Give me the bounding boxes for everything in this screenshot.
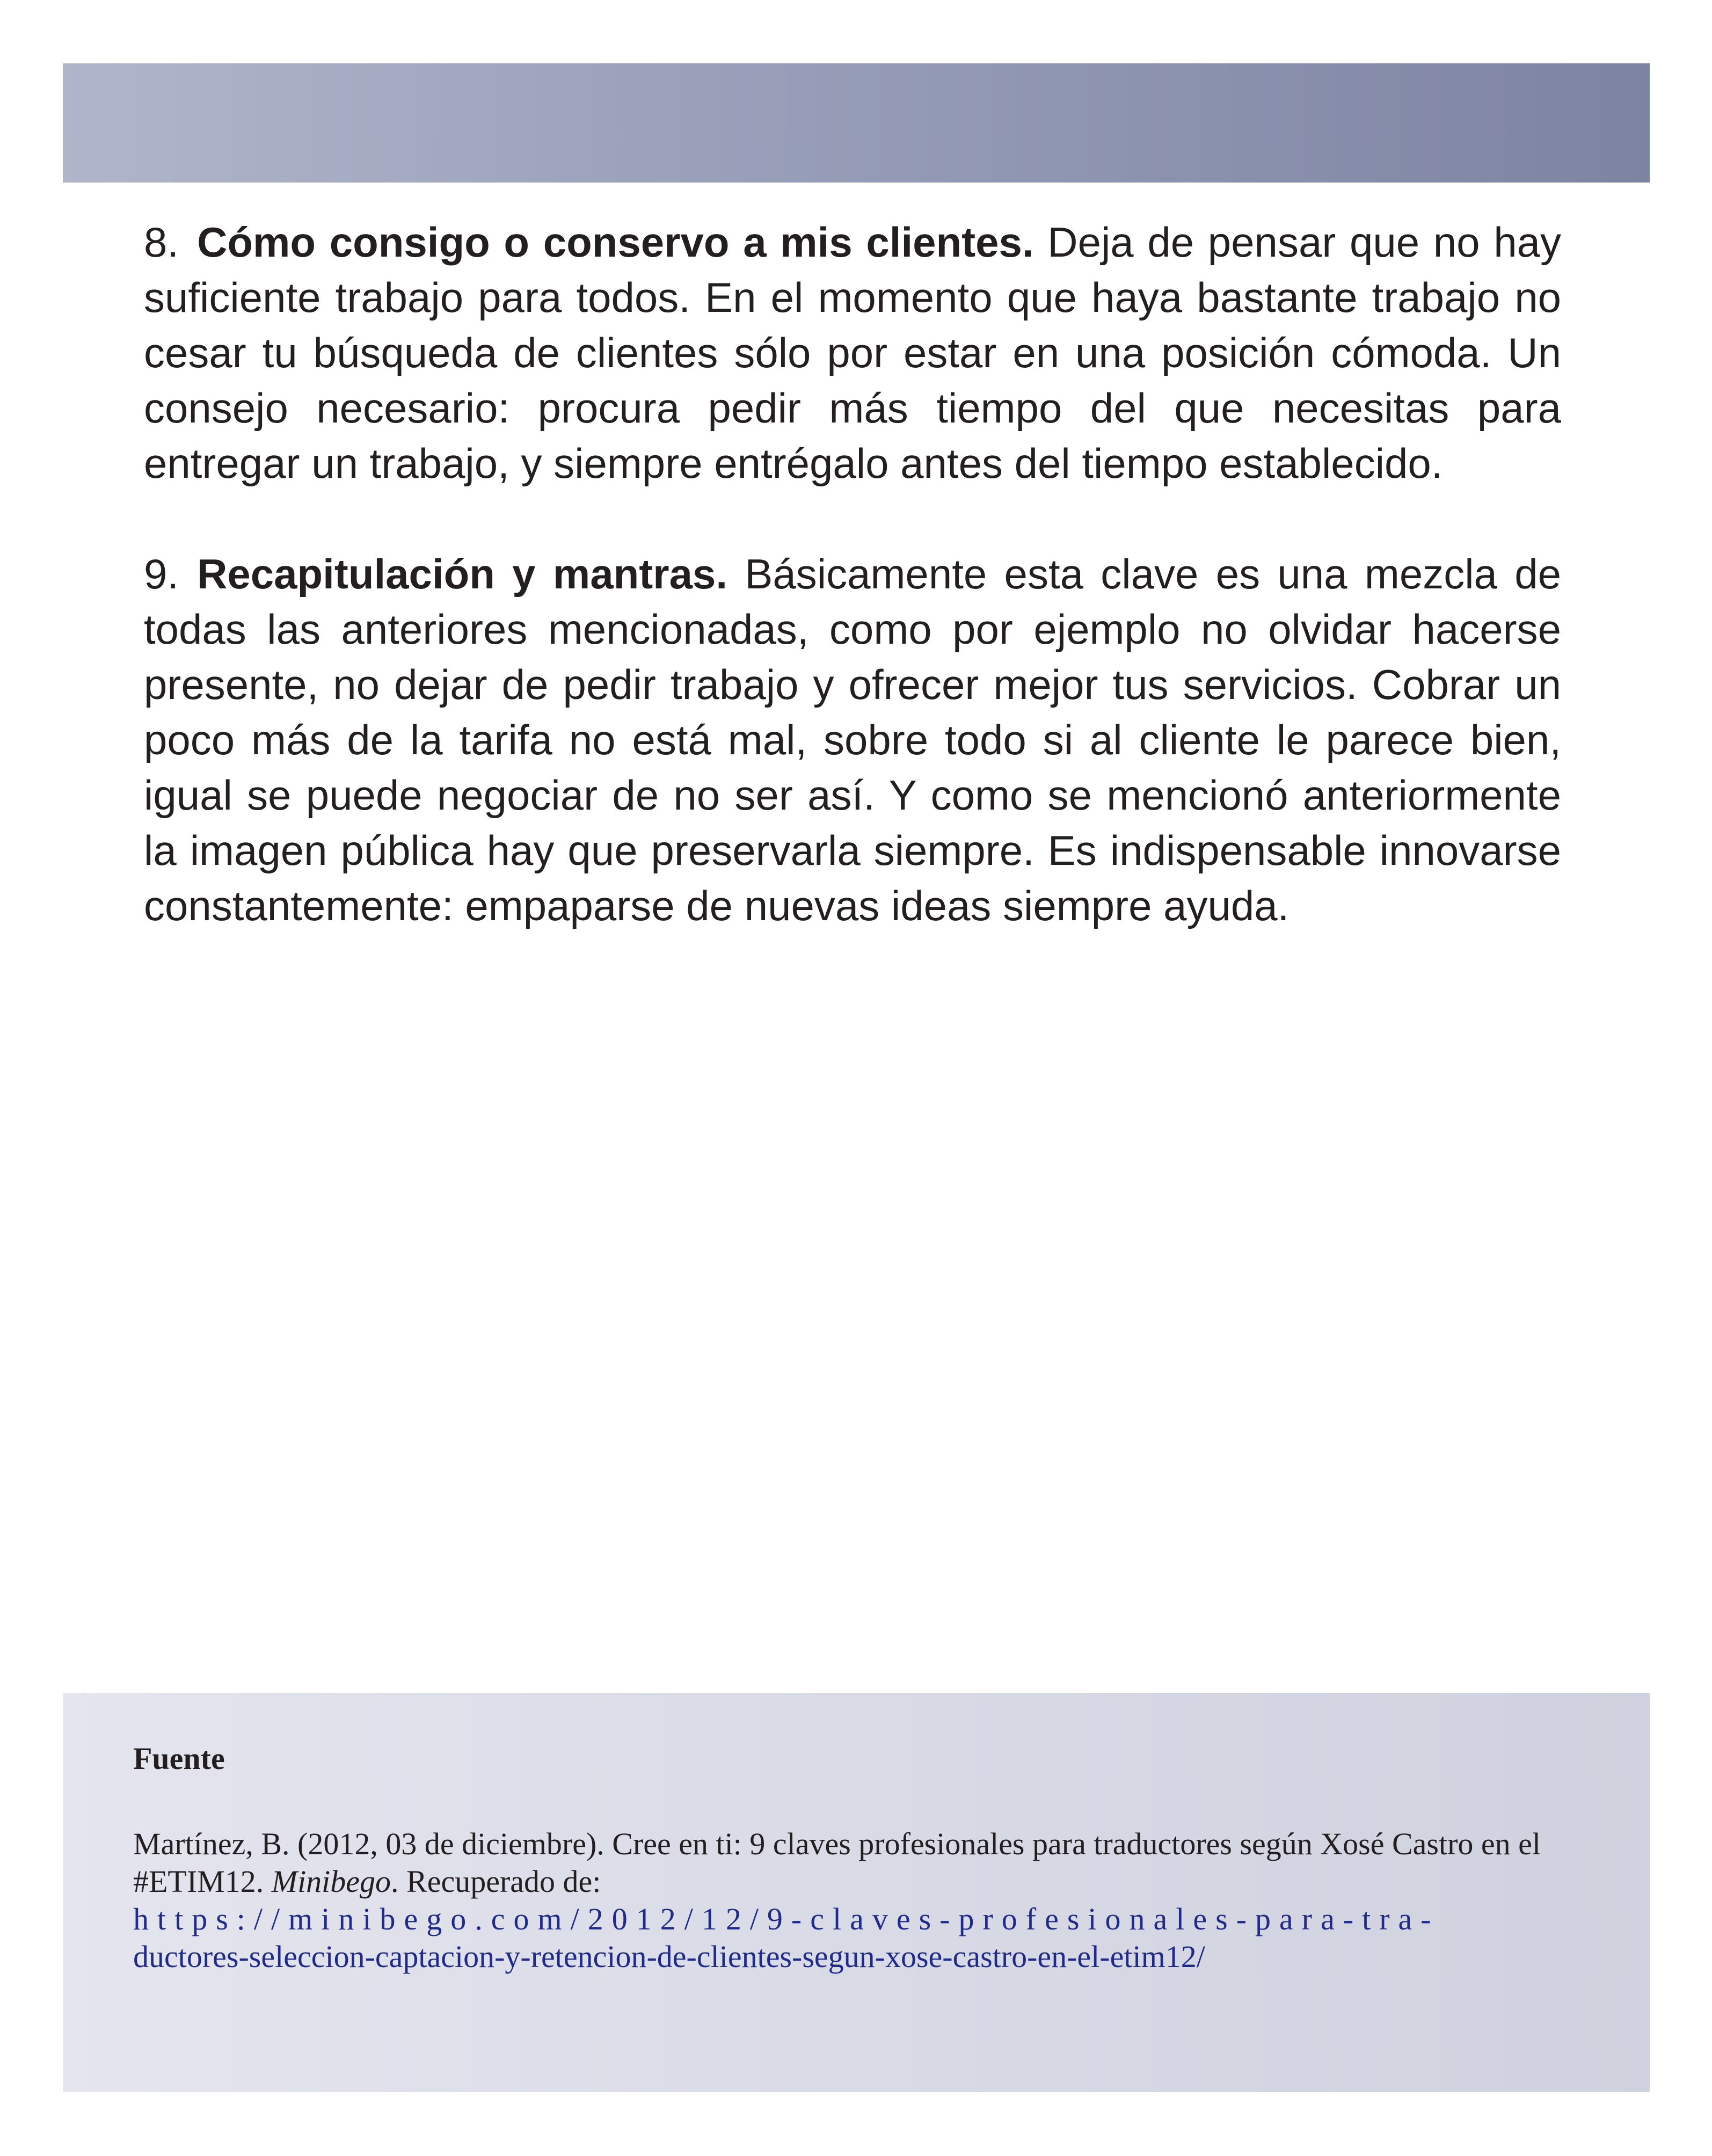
source-title: Fuente	[133, 1741, 225, 1776]
list-item-8	[144, 215, 1561, 491]
main-content	[144, 215, 1561, 934]
source-citation	[133, 1825, 1583, 1900]
source-link[interactable]	[133, 1900, 1583, 1976]
item-heading: Cómo consigo o conservo a mis clientes.	[197, 218, 1034, 266]
citation-publication: Minibego	[271, 1864, 391, 1899]
source-link-line-1[interactable]: https://minibego.com/2012/12/9-claves-profesionales-para-tra-	[133, 1902, 1440, 1936]
source-link-line-2[interactable]: ductores-seleccion-captacion-y-retencion-de-clientes-segun-xose-castro-en-el-etim12/	[133, 1939, 1205, 1974]
list-item-9	[144, 547, 1561, 934]
item-body: Básicamente esta clave es una mezcla de todas las anteriores mencionadas, como por ejemplo no olvidar hacerse presente, no dejar de pedir trabajo y ofrecer mejor tus servicios. Cobrar un poco más de la tarifa no está mal, sobre todo si al cliente le parece bien, igual se puede negociar de no ser así. Y como se mencionó anteriormente la imagen pública hay que preservarla siempre. Es indispensable innovarse constantemente: empaparse de nuevas ideas siempre ayuda.	[144, 550, 1561, 929]
item-body: Deja de pensar que no hay suficiente trabajo para todos. En el momento que haya bastante trabajo no cesar tu búsqueda de clientes sólo por estar en una posición cómoda. Un consejo necesario: procura pedir más tiempo del que necesitas para entregar un trabajo, y siempre entrégalo antes del tiempo establecido.	[144, 218, 1562, 487]
header-band	[63, 63, 1650, 183]
source-inner	[133, 1739, 1583, 1976]
source-box	[63, 1693, 1650, 2092]
citation-text: Martínez, B. (2012, 03 de diciembre). Cree en ti: 9 claves profesionales para traductores según Xosé Castro en el #ETIM12.	[133, 1826, 1541, 1899]
citation-retrieved: . Recuperado de:	[391, 1864, 601, 1899]
item-number: 9.	[144, 550, 179, 598]
item-heading: Recapitulación y mantras.	[197, 550, 728, 598]
item-number: 8.	[144, 218, 179, 266]
